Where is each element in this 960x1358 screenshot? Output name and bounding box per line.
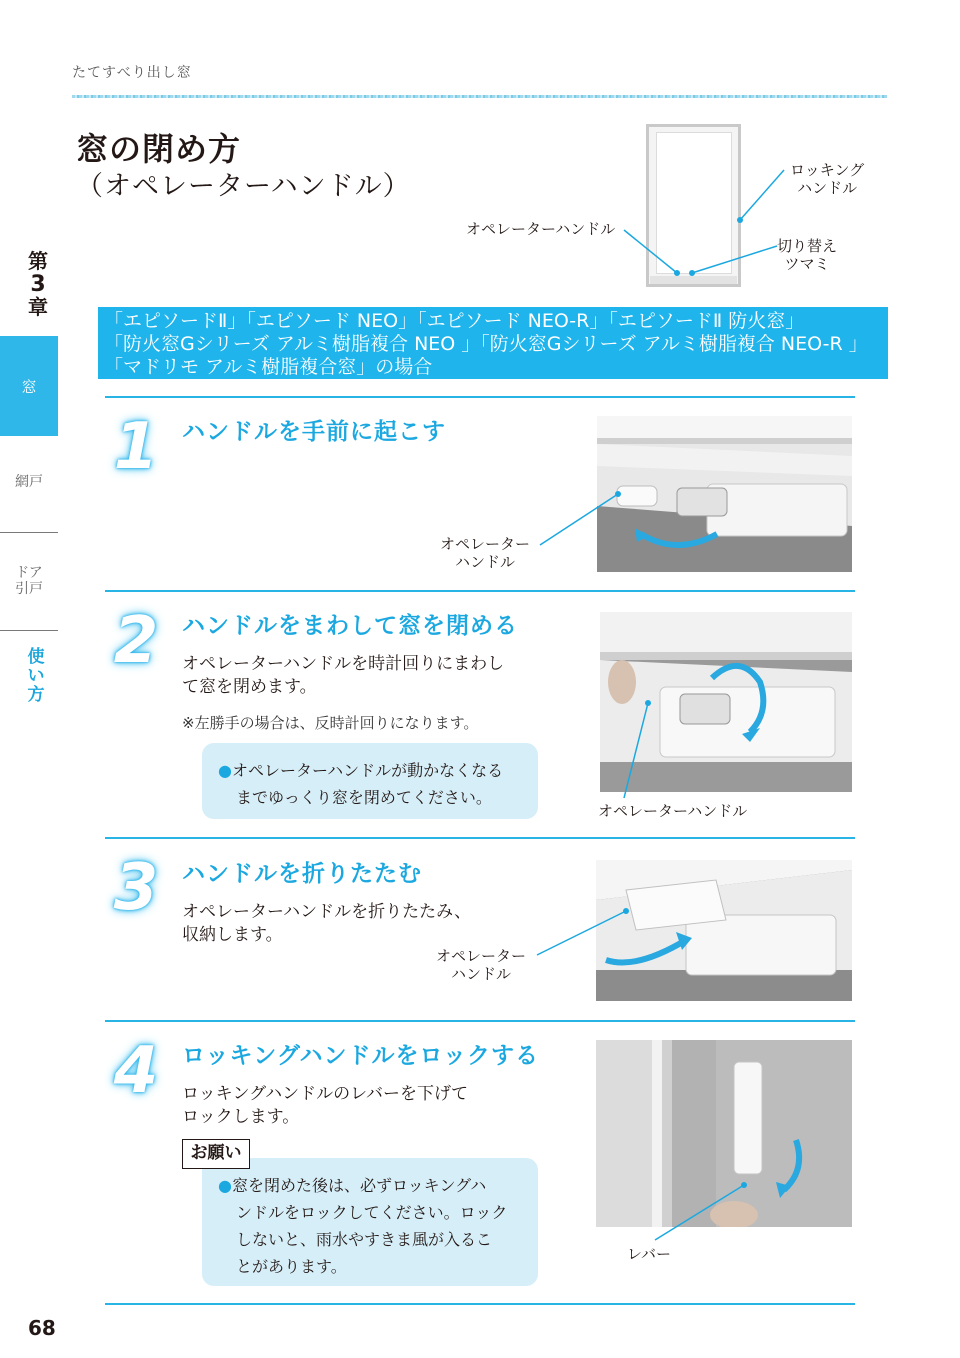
banner-line: 「エピソードⅡ」「エピソード NEO」「エピソード NEO-R」「エピソードⅡ 防火窓」 — [104, 310, 805, 332]
operator-handle-label: オペレーターハンドル — [466, 220, 616, 238]
sidebar-item-label: 引戸 — [15, 581, 43, 597]
step2-note: ※左勝手の場合は、反時計回りになります。 — [182, 714, 479, 732]
step-number: 1 — [113, 410, 159, 484]
step2-caption: オペレーターハンドル — [598, 802, 748, 820]
caption-line: ハンドル — [455, 553, 516, 571]
body-line: オペレーターハンドルを折りたたみ、 — [182, 902, 472, 922]
step-number: 3 — [113, 851, 159, 925]
callout-line: オペレーターハンドルが動かなくなる — [231, 761, 504, 780]
step-divider — [105, 1303, 855, 1305]
sidebar-item-label: 使 — [27, 647, 45, 667]
step-heading: ハンドルを折りたたむ — [182, 861, 422, 887]
label-line: 切り替え — [777, 237, 838, 255]
banner-line: 「防火窓Gシリーズ アルミ樹脂複合 NEO 」「防火窓Gシリーズ アルミ樹脂複合 NEO-R 」 — [104, 333, 868, 355]
callout-line: とがあります。 — [236, 1257, 347, 1276]
sidebar-item-label: ドア — [15, 565, 43, 581]
chapter-label-part: 章 — [28, 295, 48, 319]
body-line: ロッキングハンドルのレバーを下げて — [182, 1084, 468, 1104]
step4-caption: レバー — [627, 1245, 671, 1263]
step-heading: ハンドルをまわして窓を閉める — [182, 613, 518, 639]
bullet-icon: ● — [218, 761, 232, 780]
step-number: 4 — [113, 1034, 159, 1108]
caption-line: オペレーター — [436, 947, 527, 965]
body-line: ロックします。 — [182, 1107, 300, 1127]
step-heading: ロッキングハンドルをロックする — [182, 1043, 540, 1069]
caption-line: ハンドル — [451, 965, 512, 983]
callout-line: 窓を閉めた後は、必ずロッキングハ — [231, 1176, 487, 1195]
page-number: 68 — [28, 1316, 56, 1340]
banner-line: 「マドリモ アルミ樹脂複合窓」の場合 — [104, 356, 433, 378]
page-subtitle: （オペレーターハンドル） — [76, 171, 411, 202]
label-line: ツマミ — [784, 255, 830, 273]
bullet-icon: ● — [218, 1176, 232, 1195]
request-label: お願い — [182, 1139, 250, 1169]
step-number: 2 — [113, 604, 159, 678]
body-line: て窓を閉めます。 — [182, 677, 317, 697]
sidebar-item-screen[interactable]: 網戸 — [15, 474, 43, 490]
chapter-number: 3 — [30, 272, 46, 297]
callout-line: までゆっくり窓を閉めてください。 — [236, 788, 492, 807]
label-line: ロッキング — [790, 161, 865, 179]
sidebar-item-label: 窓 — [21, 377, 37, 396]
breadcrumb: たてすべり出し窓 — [72, 65, 192, 81]
sidebar-item-label: 方 — [27, 685, 45, 705]
caption-line: オペレーター — [440, 535, 531, 553]
callout-line: ンドルをロックしてください。ロック — [236, 1203, 508, 1222]
step-heading: ハンドルを手前に起こす — [182, 419, 446, 445]
body-line: オペレーターハンドルを時計回りにまわし — [182, 654, 505, 674]
page-title: 窓の閉め方 — [76, 130, 242, 168]
body-line: 収納します。 — [182, 925, 283, 945]
label-line: ハンドル — [797, 179, 858, 197]
callout-line: しないと、雨水やすきま風が入るこ — [236, 1230, 493, 1249]
sidebar-item-label: い — [27, 666, 45, 686]
chapter-label-part: 第 — [28, 249, 48, 273]
